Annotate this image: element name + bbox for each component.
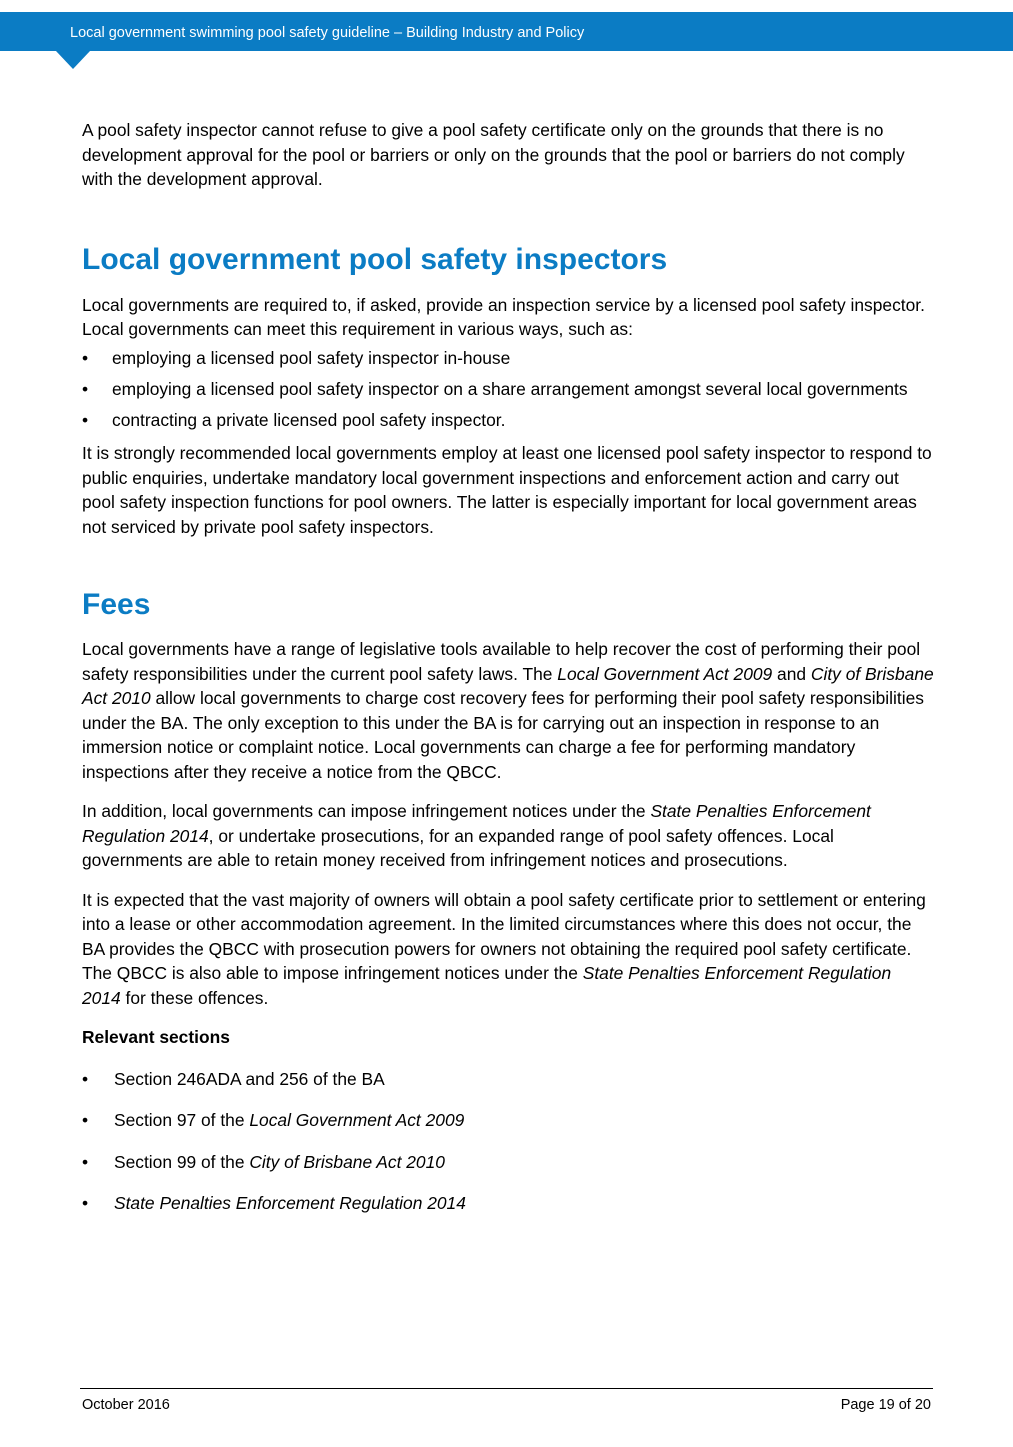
bullet-icon: • — [82, 409, 89, 430]
section-act-title: Local Government Act 2009 — [249, 1110, 465, 1130]
inspector-options-list — [82, 346, 934, 433]
list-item — [82, 1108, 934, 1133]
act-title: Local Government Act 2009 — [557, 663, 773, 684]
regulation-title: State Penalties Enforcement Regulation 2014 — [82, 801, 871, 846]
bullet-icon: • — [82, 1110, 89, 1130]
section-text: Section 246ADA and 256 of the BA — [114, 1068, 385, 1089]
relevant-sections-heading: Relevant sections — [82, 1027, 230, 1047]
section-act-title: State Penalties Enforcement Regulation 2014 — [114, 1193, 466, 1213]
text-run: for these offences. — [120, 987, 269, 1008]
bullet-icon: • — [82, 1068, 89, 1089]
bullet-icon: • — [82, 1151, 89, 1172]
list-item-text: employing a licensed pool safety inspector in-house — [112, 347, 511, 368]
document-header-title: Local government swimming pool safety guideline – Building Industry and Policy — [70, 25, 585, 41]
act-title: City of Brisbane Act 2010 — [82, 663, 934, 708]
footer-page-number: Page 19 of 20 — [840, 1397, 931, 1413]
page-content — [82, 118, 934, 1233]
inspectors-heading: Local government pool safety inspectors — [82, 242, 668, 276]
intro-paragraph: A pool safety inspector cannot refuse to give a pool safety certificate only on the grounds that there is no development approval for the pool or barriers or only on the grounds that the pool or barriers do not comply with the development approval. — [82, 120, 905, 189]
bullet-icon: • — [82, 347, 89, 368]
bullet-icon: • — [82, 1193, 89, 1213]
inspectors-paragraph-1: Local governments are required to, if asked, provide an inspection service by a licensed pool safety inspector. Local governments can meet this requirement in various ways, such as: — [82, 294, 925, 339]
fees-paragraph-1 — [82, 637, 934, 784]
text-run: , or undertake prosecutions, for an expanded range of pool safety offences. Local governments are able to retain money received from infringement notices and prosecutions. — [82, 825, 834, 870]
text-run: allow local governments to charge cost recovery fees for performing their pool safety responsibilities under the BA. The only exception to this under the BA is for carrying out an inspection in response to an immersion notice or complaint notice. Local governments can charge a fee for performing mandatory inspections after they receive a notice from the QBCC. — [82, 688, 924, 782]
inspectors-paragraph-2: It is strongly recommended local governments employ at least one licensed pool safety inspector to respond to public enquiries, undertake mandatory local government inspections and enforcement action and carry out pool safety inspection functions for pool owners. The latter is especially important for local government areas not serviced by private pool safety inspectors. — [82, 443, 932, 537]
list-item — [82, 1067, 934, 1092]
list-item-text: employing a licensed pool safety inspector on a share arrangement amongst several local governments — [112, 378, 908, 399]
list-item — [82, 346, 934, 371]
text-run: It is expected that the vast majority of owners will obtain a pool safety certificate prior to settlement or entering into a lease or other accommodation agreement. In the limited circumstances where this does not occur, the BA provides the QBCC with prosecution powers for owners not obtaining the required pool safety certificate. The QBCC is also able to impose infringement notices under the — [82, 889, 926, 983]
text-run: Local governments have a range of legislative tools available to help recover the cost of performing their pool safety responsibilities under the current pool safety laws. The — [82, 639, 921, 684]
list-item — [82, 1191, 934, 1216]
section-text: Section 99 of the — [114, 1151, 250, 1172]
list-item — [82, 408, 934, 433]
fees-paragraph-2 — [82, 799, 934, 873]
section-text: Section 97 of the — [114, 1110, 250, 1130]
list-item-text: contracting a private licensed pool safety inspector. — [112, 409, 506, 430]
section-act-title: City of Brisbane Act 2010 — [249, 1151, 445, 1172]
regulation-title: State Penalties Enforcement Regulation 2014 — [82, 963, 892, 1008]
fees-paragraph-3 — [82, 888, 934, 1011]
footer-date: October 2016 — [82, 1397, 170, 1413]
fees-heading: Fees — [82, 588, 151, 621]
text-run: and — [772, 663, 811, 684]
relevant-sections-list — [82, 1067, 934, 1216]
list-item — [82, 377, 934, 402]
header-bar — [0, 12, 1013, 51]
list-item — [82, 1150, 934, 1175]
footer-divider — [80, 1388, 933, 1389]
text-run: In addition, local governments can impose infringement notices under the — [82, 801, 651, 821]
bullet-icon: • — [82, 378, 89, 399]
header-notch — [56, 51, 90, 69]
